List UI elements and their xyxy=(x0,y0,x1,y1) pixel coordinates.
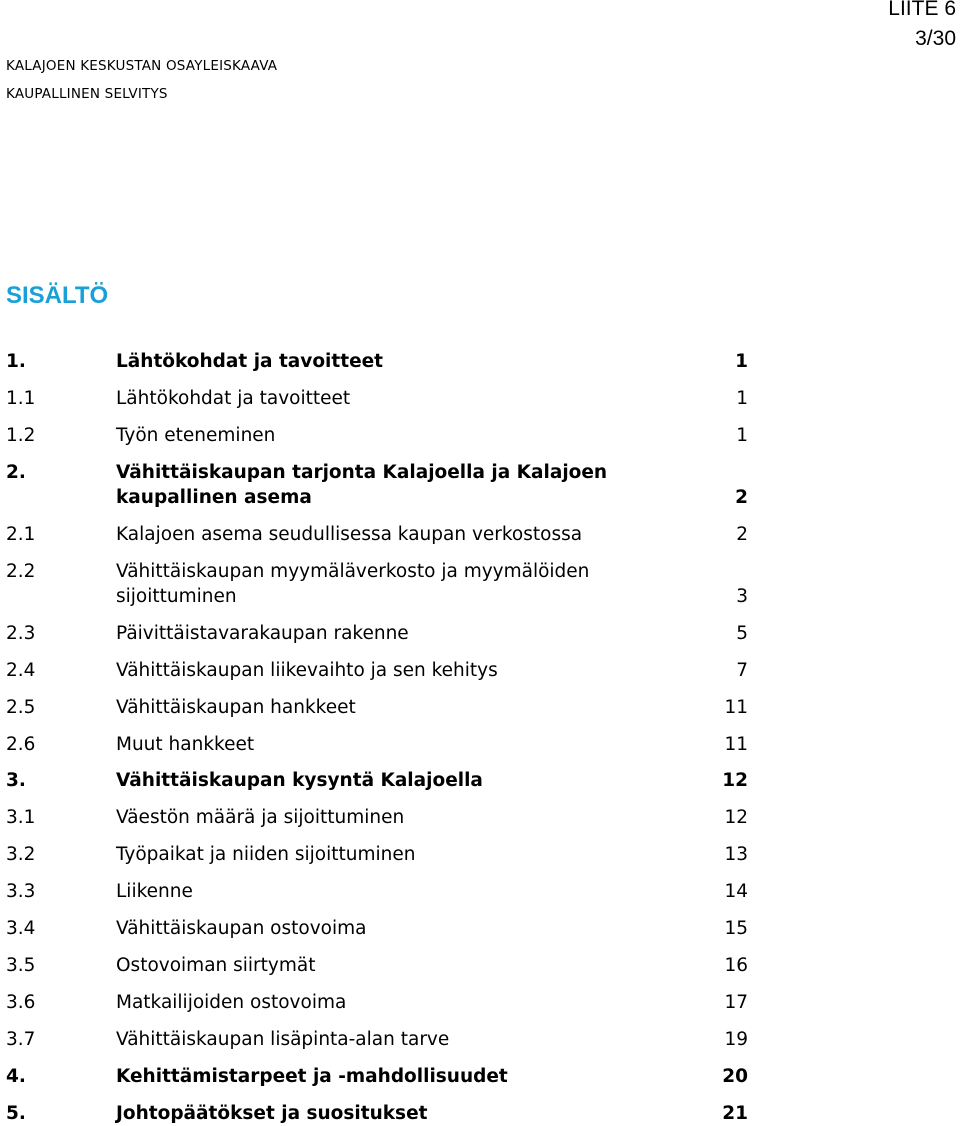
toc-entry[interactable] xyxy=(0,349,760,374)
toc-entry-title: Matkailijoiden ostovoima xyxy=(116,992,347,1013)
toc-entry-title: Vähittäiskaupan hankkeet xyxy=(116,697,356,718)
toc-entry[interactable] xyxy=(0,732,760,757)
toc-entry-title: Väestön määrä ja sijoittuminen xyxy=(116,807,405,828)
toc-entry-page: 2 xyxy=(736,524,748,545)
toc-entry[interactable] xyxy=(0,805,760,830)
toc-entry-title: Kehittämistarpeet ja -mahdollisuudet xyxy=(116,1066,508,1087)
toc-entry[interactable] xyxy=(0,386,760,411)
toc-entry[interactable] xyxy=(0,621,760,646)
toc-entry-title: Lähtökohdat ja tavoitteet xyxy=(116,351,384,372)
toc-entry-page: 3 xyxy=(736,586,748,607)
toc-entry[interactable] xyxy=(0,460,760,510)
toc-entry-page: 11 xyxy=(724,697,748,718)
toc-entry-page: 1 xyxy=(736,425,748,446)
toc-entry-number: 3.5 xyxy=(6,955,36,976)
toc-entry-number: 4. xyxy=(6,1066,26,1087)
toc-entry-title: Kalajoen asema seudullisessa kaupan verkostossa xyxy=(116,524,583,545)
toc-entry-title: Liikenne xyxy=(116,881,193,902)
toc-entry-title: Työn eteneminen xyxy=(116,425,276,446)
toc-entry[interactable] xyxy=(0,522,760,547)
toc-entry-number: 3. xyxy=(6,770,26,791)
toc-entry-number: 2.4 xyxy=(6,660,36,681)
toc-entry-page: 2 xyxy=(735,487,748,508)
toc-entry-number: 1.1 xyxy=(6,388,36,409)
toc-entry-number: 2.3 xyxy=(6,623,36,644)
toc-entry-number: 2.1 xyxy=(6,524,36,545)
toc-entry[interactable] xyxy=(0,768,760,793)
toc-entry-number: 5. xyxy=(6,1103,26,1124)
toc-entry-title: Vähittäiskaupan lisäpinta-alan tarve xyxy=(116,1029,450,1050)
toc-entry-number: 2.2 xyxy=(6,561,36,582)
toc-entry-page: 1 xyxy=(735,351,748,372)
toc-entry-title: Lähtökohdat ja tavoitteet xyxy=(116,388,351,409)
toc-entry-page: 1 xyxy=(736,388,748,409)
toc-entry-number: 2. xyxy=(6,462,26,483)
toc-entry-page: 12 xyxy=(724,807,748,828)
toc-entry[interactable] xyxy=(0,559,760,609)
toc-entry[interactable] xyxy=(0,990,760,1015)
toc-entry[interactable] xyxy=(0,423,760,448)
toc-entry-page: 5 xyxy=(736,623,748,644)
attachment-label: LIITE 6 xyxy=(888,0,956,20)
toc-entry-page: 13 xyxy=(724,844,748,865)
toc-entry[interactable] xyxy=(0,842,760,867)
toc-entry-page: 21 xyxy=(722,1103,748,1124)
toc-entry-title: Vähittäiskaupan tarjonta Kalajoella ja Kalajoen kaupallinen asema xyxy=(116,462,608,508)
toc-entry[interactable] xyxy=(0,658,760,683)
toc-entry-page: 7 xyxy=(736,660,748,681)
toc-entry-title: Työpaikat ja niiden sijoittuminen xyxy=(116,844,416,865)
toc-entry-page: 12 xyxy=(722,770,748,791)
toc-entry[interactable] xyxy=(0,1101,760,1126)
toc-entry-page: 16 xyxy=(724,955,748,976)
document-header xyxy=(6,52,277,108)
toc-entry[interactable] xyxy=(0,953,760,978)
toc-entry-number: 2.6 xyxy=(6,734,36,755)
toc-entry-page: 17 xyxy=(724,992,748,1013)
page-number: 3/30 xyxy=(915,27,956,50)
toc-entry-title: Vähittäiskaupan kysyntä Kalajoella xyxy=(116,770,483,791)
toc-entry-number: 3.7 xyxy=(6,1029,36,1050)
document-subtitle: KAUPALLINEN SELVITYS xyxy=(6,86,168,102)
toc-entry[interactable] xyxy=(0,916,760,941)
toc-entry-title: Vähittäiskaupan liikevaihto ja sen kehitys xyxy=(116,660,498,681)
toc-entry[interactable] xyxy=(0,695,760,720)
toc-entry[interactable] xyxy=(0,1027,760,1052)
toc-entry-number: 3.2 xyxy=(6,844,36,865)
toc-entry-title: Muut hankkeet xyxy=(116,734,255,755)
toc-entry-title: Ostovoiman siirtymät xyxy=(116,955,316,976)
toc-entry-number: 1. xyxy=(6,351,26,372)
toc-entry[interactable] xyxy=(0,879,760,904)
document-title: KALAJOEN KESKUSTAN OSAYLEISKAAVA xyxy=(6,58,278,74)
toc-entry-title: Päivittäistavarakaupan rakenne xyxy=(116,623,409,644)
attachment-marker xyxy=(888,0,956,52)
toc-entry-number: 3.1 xyxy=(6,807,36,828)
toc-entry-page: 15 xyxy=(724,918,748,939)
toc-entry-page: 11 xyxy=(724,734,748,755)
toc-entry-page: 14 xyxy=(724,881,748,902)
toc-entry[interactable] xyxy=(0,1064,760,1089)
toc-entry-number: 3.3 xyxy=(6,881,36,902)
toc-entry-number: 3.4 xyxy=(6,918,36,939)
toc-entry-number: 2.5 xyxy=(6,697,36,718)
toc-entry-title: Vähittäiskaupan ostovoima xyxy=(116,918,367,939)
toc-title: SISÄLTÖ xyxy=(6,282,109,309)
toc-entry-title: Johtopäätökset ja suositukset xyxy=(116,1103,428,1124)
toc-entry-number: 3.6 xyxy=(6,992,36,1013)
toc-entry-page: 19 xyxy=(724,1029,748,1050)
toc-entry-page: 20 xyxy=(722,1066,748,1087)
toc-entry-title: Vähittäiskaupan myymäläverkosto ja myymälöiden sijoittuminen xyxy=(116,561,590,607)
toc-entry-number: 1.2 xyxy=(6,425,36,446)
